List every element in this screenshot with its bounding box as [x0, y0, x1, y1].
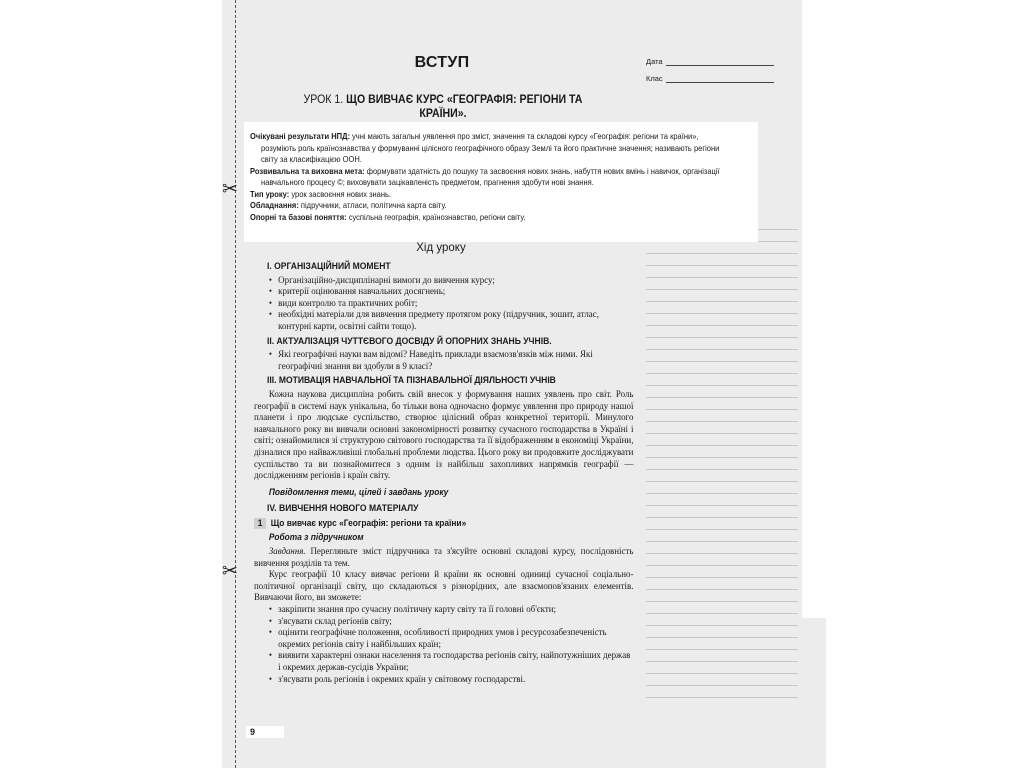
course-heading: Хід уроку [416, 242, 466, 254]
class-label: Клас [646, 74, 663, 83]
note-line [646, 661, 798, 662]
section-list [254, 349, 633, 372]
list-item: • необхідні матеріали для вивчення предмету протягом року (підручник, зошит, атлас, контурні карти, освітні сайти тощо). [269, 309, 634, 332]
note-line [646, 493, 798, 494]
class-line [666, 74, 774, 83]
note-line [646, 673, 798, 674]
lesson-info [250, 131, 732, 223]
list-item: • види контролю та практичних робіт; [269, 298, 634, 310]
concepts-label: Опорні та базові поняття: [250, 212, 347, 222]
equipment-text: підручники, атласи, політична карта світу. [298, 201, 447, 210]
concepts-text: суспільна географія, країнознавство, регіони світу. [346, 212, 526, 222]
note-line [646, 445, 798, 446]
section-title: II. АКТУАЛІЗАЦІЯ ЧУТТЄВОГО ДОСВІДУ Й ОПОРНИХ ЗНАНЬ УЧНІВ. [267, 335, 552, 346]
results-label: Очікувані результати НПД: [250, 132, 350, 141]
note-line [646, 481, 798, 482]
note-line [646, 469, 798, 470]
lesson-content [254, 258, 633, 685]
subsection-label: Що вивчає курс «Географія: регіони та країни» [270, 517, 467, 528]
type-text: урок засвоєння нових знань. [289, 189, 392, 199]
note-line [646, 601, 798, 602]
note-line [646, 337, 798, 338]
list-item: • виявити характерні ознаки населення та господарства регіонів світу, найпотужніших держав і окремих держав-сусідів України; [269, 650, 634, 673]
date-line [666, 57, 774, 66]
list-item: • Організаційно-дисциплінарні вимоги до вивчення курсу; [269, 275, 634, 287]
goal [250, 166, 732, 189]
equipment [250, 200, 732, 212]
list-item: • закріпити знання про сучасну політичну карту світу та її головні об'єкти; [269, 604, 634, 616]
note-line [646, 625, 798, 626]
subsection-title [254, 518, 633, 530]
note-line [646, 505, 798, 506]
note-line [646, 409, 798, 410]
paragraph: Курс географії 10 класу вивчає регіони й країни як основні одиниці сучасної соціально-політичної організації світу, що складаються з різнорідних, але взаємопов'язаних елементів. Вивчаючи його, ви зможете: [254, 569, 634, 604]
note-line [646, 349, 798, 350]
note-line [646, 517, 798, 518]
page-title: ВСТУП [414, 54, 470, 71]
note-line [646, 697, 798, 698]
class-field[interactable] [646, 74, 774, 83]
italic-note: Повідомлення теми, цілей і завдань уроку [268, 486, 449, 497]
page-number: 9 [246, 726, 284, 738]
list-item: • Які географічні науки вам відомі? Наведіть приклади взаємозв'язків між ними. Які географічні знання ви здобули в 9 класі? [269, 349, 634, 372]
note-line [646, 265, 798, 266]
list-item: • з'ясувати роль регіонів і окремих країн у світовому господарстві. [269, 674, 634, 686]
lesson-prefix: УРОК 1. [303, 94, 347, 106]
note-line [646, 397, 798, 398]
section-title: III. МОТИВАЦІЯ НАВЧАЛЬНОЇ ТА ПІЗНАВАЛЬНОЇ ДІЯЛЬНОСТІ УЧНІВ [267, 375, 556, 386]
note-line [646, 373, 798, 374]
note-line [646, 649, 798, 650]
note-line [646, 277, 798, 278]
note-line [646, 457, 798, 458]
note-line [646, 253, 798, 254]
list-item: • з'ясувати склад регіонів світу; [269, 616, 634, 628]
subsection-number: 1 [254, 518, 266, 530]
note-line [646, 361, 798, 362]
task-paragraph [254, 546, 633, 569]
note-line [646, 325, 798, 326]
lesson-type [250, 189, 732, 201]
work-heading: Робота з підручником [268, 532, 364, 543]
type-label: Тип уроку: [250, 189, 290, 199]
next-page-edge [802, 618, 826, 768]
note-line [646, 421, 798, 422]
task-text: Перегляньте зміст підручника та з'ясуйте основні складові курсу, послідовність вивчення розділів та тем. [254, 546, 634, 569]
note-line [646, 529, 798, 530]
note-line [646, 541, 798, 542]
scissors-icon: ✂ [222, 178, 238, 200]
note-line [646, 313, 798, 314]
section-title: I. ОРГАНІЗАЦІЙНИЙ МОМЕНТ [267, 261, 391, 271]
scissors-icon: ✂ [222, 560, 238, 582]
concepts [250, 212, 732, 224]
note-line [646, 385, 798, 386]
date-label: Дата [646, 57, 663, 66]
lesson-title-line1: ЩО ВИВЧАЄ КУРС «ГЕОГРАФІЯ: РЕГІОНИ ТА КРАЇНИ». [346, 94, 583, 120]
note-line [646, 553, 798, 554]
goal-label: Розвивальна та виховна мета: [250, 166, 365, 176]
results-text: учні мають загальні уявлення про зміст, значення та складові курсу «Географія: регіони та країни», розуміють роль країнознавства у формуванні цілісного географічного образу Землі та його практичне значення; називають регіони світу за класифікацією ООН. [261, 132, 720, 164]
goal-text: формувати здатність до пошуку та засвоєння нових знань, набуття нових вмінь і навичок, організації навчального процесу ©; виховувати зацікавленість предметом, прагнення здобути нові знання. [261, 166, 720, 187]
cut-line [235, 0, 236, 768]
list-item: • оцінити географічне положення, особливості природних умов і ресурсозабезпеченість окремих регіонів світу і найбільших країн; [269, 627, 634, 650]
note-line [646, 637, 798, 638]
note-line [646, 433, 798, 434]
note-line [646, 613, 798, 614]
note-line [646, 589, 798, 590]
section-title: IV. ВИВЧЕННЯ НОВОГО МАТЕРІАЛУ [267, 503, 419, 514]
note-lines [646, 229, 798, 698]
note-line [646, 289, 798, 290]
note-line [646, 577, 798, 578]
task-label: Завдання. [268, 546, 306, 558]
note-line [646, 301, 798, 302]
paragraph: Кожна наукова дисципліна робить свій внесок у формування наших уявлень про світ. Роль географії в системі наук унікальна, бо тільки вона одночасно формує уявлення про природу нашої планети і про людське суспільство, створює цілісний образ конкретної території. Минулого навчального року ви вивчали основні закономірності розвитку сучасного господарства в Україні і світі; ознайомилися зі структурою світового господарства та її відображенням в економіці України, дізналися про найважливіші глобальні проблеми людства. Цього року ви продовжите досліджувати суспільство та ви познайомитеся з одним із найбільш захопливих напрямків географії — дослідженням регіонів і країн світу. [254, 388, 634, 482]
list-item: • критерії оцінювання навчальних досягнень; [269, 286, 634, 298]
date-field[interactable] [646, 57, 774, 66]
section-list [254, 604, 633, 685]
note-line [646, 565, 798, 566]
equipment-label: Обладнання: [250, 201, 299, 210]
note-line [646, 685, 798, 686]
section-list [254, 275, 633, 333]
expected-results [250, 131, 732, 166]
